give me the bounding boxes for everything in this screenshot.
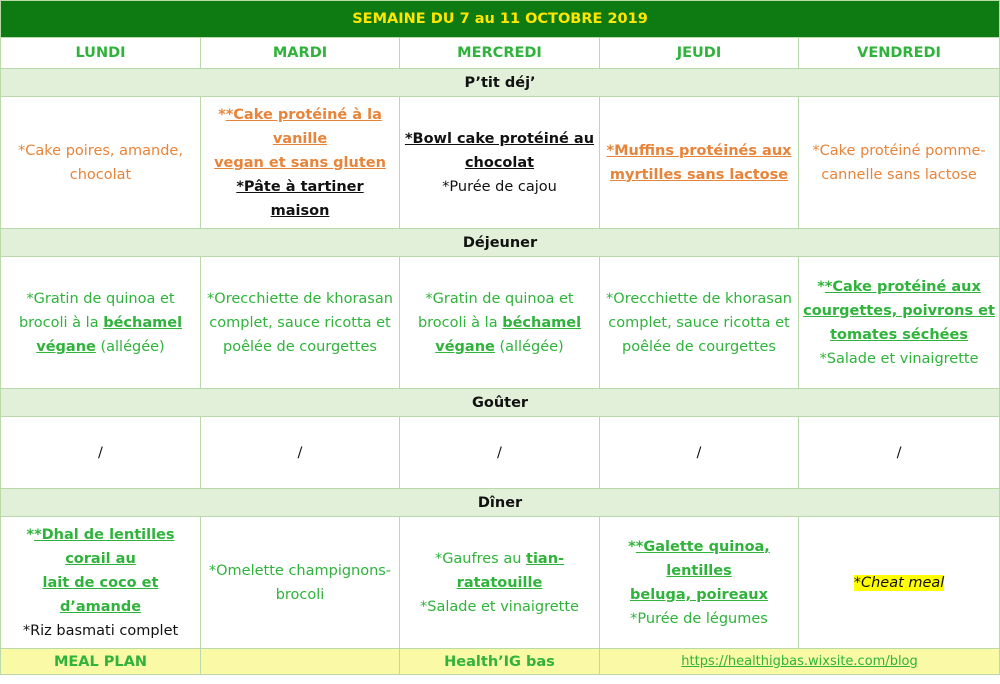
lunch-mardi [201,257,400,389]
lunch-vendredi-recipe-link-3[interactable]: tomates séchées [830,326,968,343]
dinner-mardi [201,517,400,649]
breakfast-mardi [201,97,400,229]
dinner-mercredi-recipe-link-2[interactable]: ratatouille [456,574,543,591]
breakfast-row [1,97,1000,229]
lunch-mardi-line-3: poêlée de courgettes [223,338,377,355]
dinner-lundi-line-3: *Riz basmati complet [22,622,179,639]
snack-vendredi: / [799,417,1000,489]
lunch-vendredi-line-1: **Cake protéiné aux [817,278,981,295]
footer-row [1,649,1000,675]
dinner-row [1,517,1000,649]
cheat-meal-highlight: *Cheat meal [853,574,945,591]
lunch-jeudi-line-3: poêlée de courgettes [622,338,776,355]
footer-blog-link[interactable]: https://healthigbas.wixsite.com/blog [681,654,918,669]
lunch-lundi-recipe-link-1[interactable]: béchamel [103,314,183,331]
footer-link-cell [600,649,1000,675]
dinner-jeudi-recipe-link-2[interactable]: beluga, poireaux [630,586,768,603]
lunch-row [1,257,1000,389]
dinner-jeudi-line-1: **Galette quinoa, lentilles [628,538,770,579]
footer-spacer-1 [201,649,400,675]
lunch-lundi-text: brocoli à la [18,314,104,331]
dinner-mercredi-text: *Gaufres au [434,550,527,567]
section-row-lunch [1,229,1000,257]
snack-jeudi: / [600,417,799,489]
breakfast-jeudi-recipe-link-1[interactable]: *Muffins protéinés aux [606,142,792,159]
lunch-mercredi-text: brocoli à la [417,314,503,331]
lunch-mardi-line-2: complet, sauce ricotta et [209,314,391,331]
lunch-mercredi-line-1: *Gratin de quinoa et [425,290,574,307]
lunch-vendredi [799,257,1000,389]
breakfast-vendredi-line-1: *Cake protéiné pomme- [812,142,986,159]
lunch-jeudi [600,257,799,389]
breakfast-mardi-line-3 [205,175,395,223]
section-title-breakfast: P’tit déj’ [1,69,1000,97]
day-header-lundi: LUNDI [1,38,201,69]
breakfast-mercredi-recipe-link-1[interactable]: *Bowl cake protéiné au [404,130,595,147]
lunch-mercredi-line-3 [404,335,595,359]
snack-mardi: / [201,417,400,489]
lunch-lundi-recipe-link-2[interactable]: végane [36,338,96,355]
breakfast-jeudi [600,97,799,229]
dinner-lundi-recipe-link-1[interactable]: *Dhal de lentilles corail au [34,526,175,567]
breakfast-lundi-line-2: chocolat [69,166,132,183]
dinner-jeudi [600,517,799,649]
dinner-mercredi-recipe-link-1[interactable]: tian- [526,550,565,567]
section-row-dinner [1,489,1000,517]
lunch-lundi [1,257,201,389]
lunch-jeudi-line-1: *Orecchiette de khorasan [606,290,792,307]
day-header-jeudi: JEUDI [600,38,799,69]
breakfast-lundi-line-1: *Cake poires, amande, [18,142,183,159]
dinner-mercredi-line-1 [404,547,595,571]
footer-brand-label: Health’IG bas [444,653,555,670]
lunch-lundi-line-2 [5,311,196,335]
snack-lundi: / [1,417,201,489]
dinner-mercredi-line-3: *Salade et vinaigrette [420,598,579,615]
lunch-lundi-note: (allégée) [95,338,165,355]
dinner-mercredi [400,517,600,649]
day-header-vendredi: VENDREDI [799,38,1000,69]
breakfast-mardi-recipe-link-2[interactable]: *Pâte à tartiner maison [236,178,364,219]
breakfast-mercredi [400,97,600,229]
snack-mercredi: / [400,417,600,489]
dinner-vendredi [799,517,1000,649]
lunch-lundi-line-1: *Gratin de quinoa et [26,290,175,307]
footer-meal-plan-label: MEAL PLAN [53,653,148,670]
footer-center-cell [400,649,600,675]
day-header-mardi: MARDI [201,38,400,69]
lunch-mardi-line-1: *Orecchiette de khorasan [207,290,393,307]
lunch-vendredi-recipe-link-2[interactable]: courgettes, poivrons et [803,302,995,319]
lunch-vendredi-recipe-link-1[interactable]: *Cake protéiné aux [824,278,981,295]
title-row [1,1,1000,38]
breakfast-mercredi-line-3: *Purée de cajou [442,178,557,195]
dinner-mardi-line-1: *Omelette champignons- [208,562,392,579]
footer-left-cell [1,649,201,675]
snack-row [1,417,1000,489]
breakfast-lundi [1,97,201,229]
breakfast-mercredi-recipe-link-2[interactable]: chocolat [464,154,535,171]
section-title-snack: Goûter [1,389,1000,417]
breakfast-mardi-line-1: **Cake protéiné à la vanille [218,106,382,147]
lunch-vendredi-line-4: *Salade et vinaigrette [819,350,979,367]
days-header-row [1,38,1000,69]
dinner-mardi-line-2: brocoli [275,586,325,603]
section-row-snack [1,389,1000,417]
breakfast-vendredi-line-2: cannelle sans lactose [821,166,977,183]
dinner-lundi-line-1: **Dhal de lentilles corail au [26,526,175,567]
lunch-jeudi-line-2: complet, sauce ricotta et [608,314,790,331]
dinner-jeudi-line-3: *Purée de légumes [630,610,768,627]
dinner-lundi [1,517,201,649]
week-title: SEMAINE DU 7 au 11 OCTOBRE 2019 [1,1,1000,38]
breakfast-mardi-line-2[interactable]: vegan et sans gluten [214,154,386,171]
lunch-mercredi-note: (allégée) [494,338,564,355]
lunch-mercredi-recipe-link-1[interactable]: béchamel [502,314,582,331]
lunch-mercredi [400,257,600,389]
section-title-dinner: Dîner [1,489,1000,517]
breakfast-mardi-recipe-link-1[interactable]: *Cake protéiné à la vanille [225,106,382,147]
dinner-jeudi-recipe-link-1[interactable]: *Galette quinoa, lentilles [635,538,770,579]
day-header-mercredi: MERCREDI [400,38,600,69]
breakfast-jeudi-recipe-link-2[interactable]: myrtilles sans lactose [609,166,789,183]
lunch-lundi-line-3 [5,335,196,359]
dinner-lundi-recipe-link-2[interactable]: lait de coco et d’amande [42,574,159,615]
section-row-breakfast [1,69,1000,97]
lunch-mercredi-recipe-link-2[interactable]: végane [435,338,495,355]
lunch-mercredi-line-2 [404,311,595,335]
breakfast-vendredi [799,97,1000,229]
section-title-lunch: Déjeuner [1,229,1000,257]
